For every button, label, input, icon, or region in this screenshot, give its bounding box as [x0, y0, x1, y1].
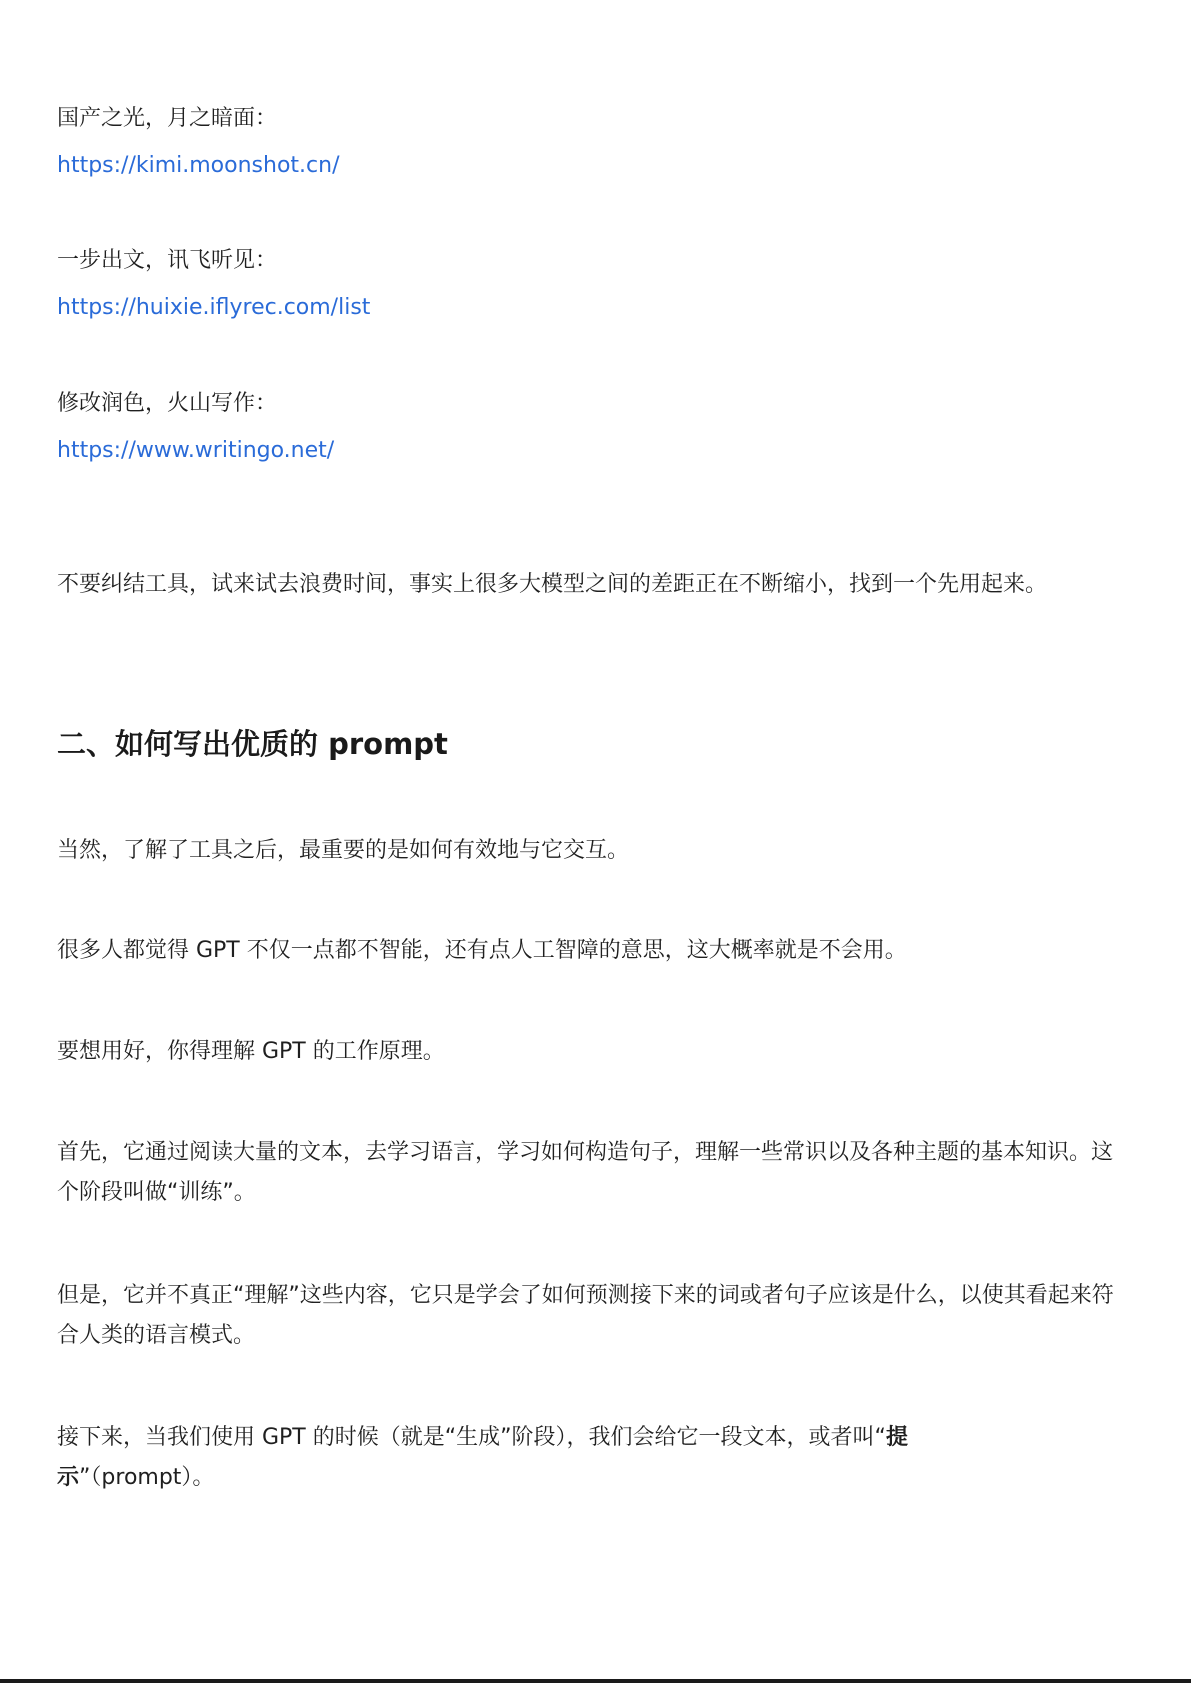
advice-paragraph: 不要纠结工具，试来试去浪费时间，事实上很多大模型之间的差距正在不断缩小，找到一个先用起来。	[57, 572, 1048, 597]
paragraph-6	[57, 1418, 1037, 1498]
tool-link-row-iflyrec	[57, 288, 1117, 328]
paragraph-5: 但是，它并不真正“理解”这些内容，它只是学会了如何预测接下来的词或者句子应该是什么，以使其看起来符合人类的语言模式。	[57, 1283, 1114, 1348]
tool-link-kimi[interactable]: https://kimi.moonshot.cn/	[57, 153, 340, 178]
tool-label-iflyrec: 一步出文，讯飞听见：	[57, 248, 278, 273]
tool-link-row-kimi	[57, 146, 1117, 186]
tool-label-kimi: 国产之光，月之暗面：	[57, 106, 278, 131]
paragraph-2: 很多人都觉得 GPT 不仅一点都不智能，还有点人工智障的意思，这大概率就是不会用。	[57, 938, 907, 963]
tool-label-writingo: 修改润色，火山写作：	[57, 391, 278, 416]
paragraph-3: 要想用好，你得理解 GPT 的工作原理。	[57, 1039, 445, 1064]
section-heading: 二、如何写出优质的 prompt	[57, 727, 448, 761]
paragraph-6-bold: 提示	[57, 1425, 908, 1490]
paragraph-6-before: 接下来，当我们使用 GPT 的时候（就是“生成”阶段），我们会给它一段文本，或者叫“	[57, 1425, 886, 1450]
paragraph-4: 首先，它通过阅读大量的文本，去学习语言，学习如何构造句子，理解一些常识以及各种主题的基本知识。这个阶段叫做“训练”。	[57, 1140, 1114, 1205]
tool-link-row-writingo	[57, 431, 1117, 471]
paragraph-1: 当然，了解了工具之后，最重要的是如何有效地与它交互。	[57, 838, 630, 863]
tool-link-writingo[interactable]: https://www.writingo.net/	[57, 438, 335, 463]
paragraph-6-after: ”（prompt）。	[79, 1465, 215, 1490]
bottom-divider	[0, 1679, 1191, 1683]
tool-link-iflyrec[interactable]: https://huixie.iflyrec.com/list	[57, 295, 371, 320]
